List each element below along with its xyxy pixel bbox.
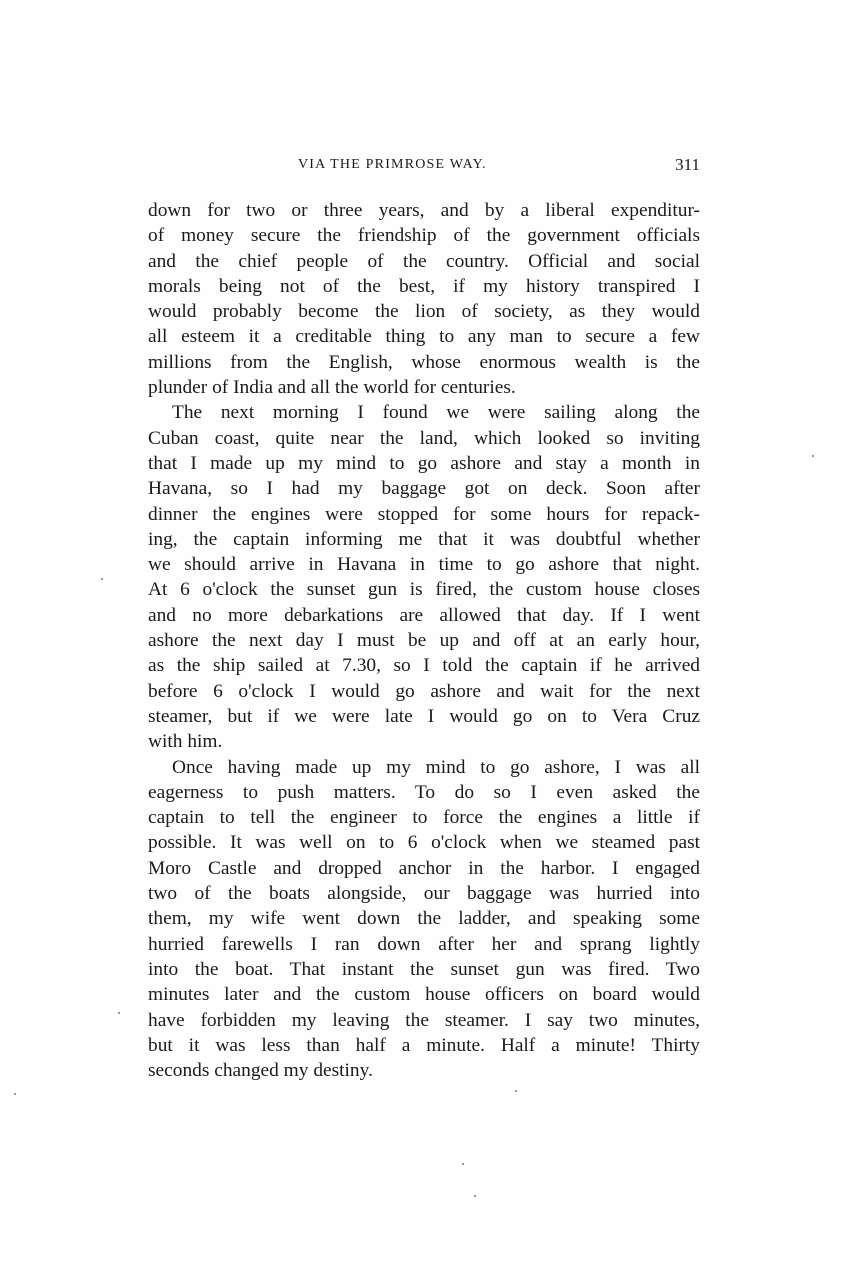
- text-line: would probably become the lion of society, as they would: [148, 301, 700, 323]
- text-line: seconds changed my destiny.: [148, 1060, 373, 1082]
- text-line: as the ship sailed at 7.30, so I told the captain if he arrived: [148, 655, 700, 677]
- text-line: we should arrive in Havana in time to go ashore that night.: [148, 554, 700, 576]
- text-line: millions from the English, whose enormous wealth is the: [148, 351, 700, 373]
- text-line: and no more debarkations are allowed that day. If I went: [148, 604, 700, 626]
- body-text: [148, 198, 700, 1083]
- text-line: eagerness to push matters. To do so I even asked the: [148, 781, 700, 803]
- text-line: but it was less than half a minute. Half a minute! Thirty: [148, 1034, 700, 1056]
- scan-speck: [515, 1090, 517, 1092]
- scan-speck: [101, 578, 103, 580]
- text-line: dinner the engines were stopped for some hours for repack-: [148, 503, 700, 525]
- text-line: Moro Castle and dropped anchor in the harbor. I engaged: [148, 857, 700, 879]
- text-line: down for two or three years, and by a liberal expenditur-: [148, 200, 700, 221]
- running-title: VIA THE PRIMROSE WAY.: [298, 157, 487, 172]
- scan-speck: [14, 1093, 16, 1095]
- scan-speck: [474, 1195, 476, 1197]
- text-line: The next morning I found we were sailing along the: [172, 402, 700, 424]
- text-line: them, my wife went down the ladder, and speaking some: [148, 908, 700, 930]
- scan-speck: [118, 1012, 120, 1014]
- text-line: ing, the captain informing me that it was doubtful whether: [148, 528, 700, 550]
- text-line: all esteem it a creditable thing to any man to secure a few: [148, 326, 700, 348]
- text-line: minutes later and the custom house officers on board would: [148, 984, 700, 1006]
- text-line: before 6 o'clock I would go ashore and wait for the next: [148, 680, 700, 702]
- text-line: possible. It was well on to 6 o'clock when we steamed past: [148, 832, 700, 854]
- text-line: captain to tell the engineer to force the engines a little if: [148, 807, 700, 829]
- text-line: Once having made up my mind to go ashore, I was all: [172, 756, 700, 778]
- text-line: into the boat. That instant the sunset gun was fired. Two: [148, 958, 700, 980]
- text-line: with him.: [148, 731, 223, 753]
- text-line: ashore the next day I must be up and off at an early hour,: [148, 630, 700, 652]
- text-line: Cuban coast, quite near the land, which looked so inviting: [148, 427, 700, 449]
- text-line: of money secure the friendship of the government officials: [148, 225, 700, 247]
- text-line: Havana, so I had my baggage got on deck. Soon after: [148, 478, 700, 500]
- text-line: plunder of India and all the world for centuries.: [148, 377, 516, 399]
- scan-speck: [462, 1163, 464, 1165]
- scan-speck: [812, 455, 814, 457]
- text-line: At 6 o'clock the sunset gun is fired, the custom house closes: [148, 579, 700, 601]
- page-number: 311: [675, 155, 700, 174]
- text-line: and the chief people of the country. Official and social: [148, 250, 700, 272]
- text-line: have forbidden my leaving the steamer. I say two minutes,: [148, 1009, 700, 1031]
- running-head: [148, 157, 700, 181]
- text-line: two of the boats alongside, our baggage was hurried into: [148, 883, 700, 905]
- text-line: that I made up my mind to go ashore and stay a month in: [148, 452, 700, 474]
- text-line: steamer, but if we were late I would go on to Vera Cruz: [148, 705, 700, 727]
- text-line: morals being not of the best, if my history transpired I: [148, 275, 700, 297]
- text-line: hurried farewells I ran down after her and sprang lightly: [148, 933, 700, 955]
